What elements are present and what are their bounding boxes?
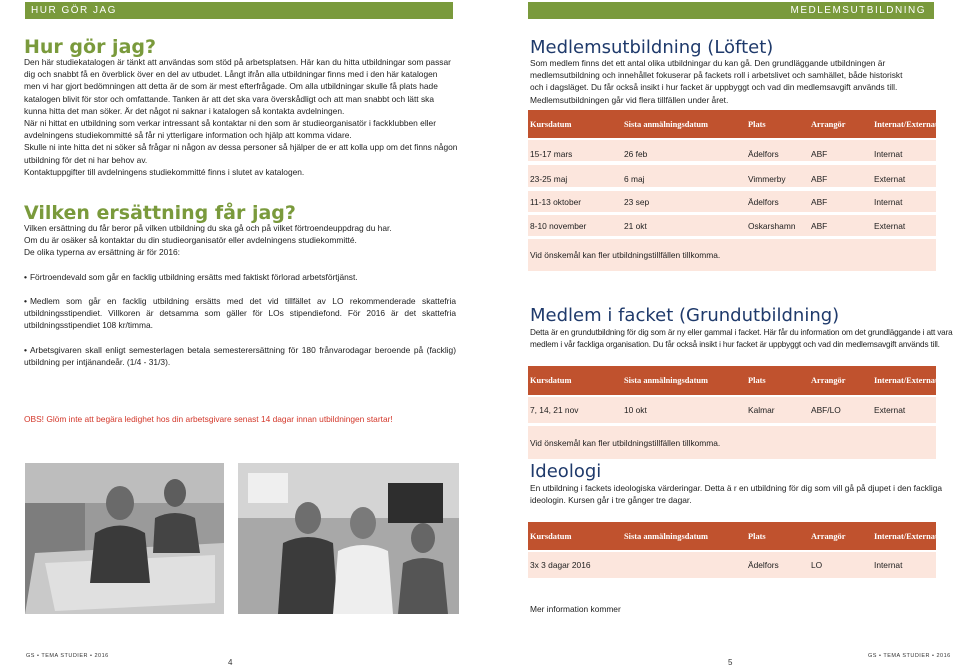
facket-line: medlem i vår fackliga organisation. Du får också insikt i hur facket är uppbyggt och vad din medlemsavgift används till. — [530, 340, 940, 350]
cell: Internat — [874, 196, 903, 207]
cell: Internat — [874, 149, 903, 159]
col-arrangor: Arrangör — [811, 376, 846, 385]
facket-text — [530, 327, 960, 351]
cell: LO — [811, 560, 823, 570]
cell: Oskarshamn — [748, 220, 796, 231]
facket-line: Detta är en grundutbildning för dig som är ny eller gammal i facket. Här får du information om det grundläggande i att vara — [530, 328, 953, 337]
medlemsutbildning-line: medlemsutbildning och innehållet fokuserar på fackets roll i arbetslivet och samhället, både historiskt — [530, 70, 903, 81]
table-row — [528, 552, 936, 578]
workshop-photo — [25, 463, 224, 614]
cell: Ädelfors — [748, 149, 779, 159]
bullet-text: Arbetsgivaren skall enligt semesterlagen betala semesterersättning för 180 frånvarodagar beroende på (facklig) utbildning per intjänandeår. (1/4 - 31/3). — [24, 345, 456, 368]
cell: Externat — [874, 220, 906, 231]
table-header — [528, 522, 936, 550]
table-header — [528, 366, 936, 395]
cell: 26 feb — [624, 149, 648, 159]
office-photo — [238, 463, 459, 614]
medlemsutbildning-line: Som medlem finns det ett antal olika utbildningar du kan gå. Den grundläggande utbildningen är — [530, 58, 886, 68]
ideologi-title: Ideologi — [530, 461, 602, 482]
more-info-text: Mer information kommer — [530, 604, 621, 614]
cell: ABF — [811, 174, 828, 184]
bullet-item — [24, 271, 456, 283]
ideologi-line: ideologin. Kursen går i tre gånger tre dagar. — [530, 495, 692, 506]
cell: Vimmerby — [748, 174, 786, 184]
section-title-ersattning: Vilken ersättning får jag? — [24, 202, 296, 224]
bullet-text: Medlem som går en facklig utbildning ersätts med det vid tillfället av LO rekommenderade skattefria utbildningsstipendiet. Villkoren är detsamma som gäller för LOs stipendiefond. För 2016 är det skattefria utbildningsstipendiet 108 kr/timma. — [24, 296, 456, 331]
facket-table — [528, 366, 936, 459]
table-header — [528, 110, 936, 138]
ersattning-line: De olika typerna av ersättning är för 2016: — [24, 247, 180, 258]
cell: Internat — [874, 560, 903, 570]
page-number: 5 — [728, 658, 733, 666]
cell: 23-25 maj — [530, 174, 568, 184]
cell: ABF/LO — [811, 405, 841, 415]
bullet-dot: • — [24, 296, 27, 306]
page-title: Hur gör jag? — [24, 36, 157, 58]
col-plats: Plats — [748, 531, 766, 541]
ersattning-text — [24, 222, 464, 259]
medlemsutbildning-line: och i dagsläget. Du får också insikt i hur facket är uppbyggt och vad din medlemsavgift används till. — [530, 82, 898, 93]
intro-line: Skulle ni inte hitta det ni söker så frågar ni någon av dessa personer så hjälper de er att kolla upp om det finns någon — [24, 142, 458, 153]
cell: ABF — [811, 220, 828, 231]
ersattning-line: Om du är osäker så kontaktar du din studieorganisatör eller avdelningens studiekommitté. — [24, 235, 357, 246]
section-band-medlemsutbildning: MEDLEMSUTBILDNING — [528, 2, 934, 19]
col-sista-anmalningsdatum: Sista anmälningsdatum — [624, 376, 709, 385]
cell: 23 sep — [624, 196, 650, 207]
col-internat-externat: Internat/Externat — [874, 531, 938, 541]
ideologi-line: En utbildning i fackets ideologiska värderingar. Detta ä r en utbildning för dig som vill gå på djupet i den fackliga — [530, 483, 943, 493]
col-sista-anmalningsdatum: Sista anmälningsdatum — [624, 531, 709, 541]
footer-text: GS • TEMA STUDIER • 2016 — [26, 653, 109, 659]
warning-text: OBS! Glöm inte att begära ledighet hos din arbetsgivare senast 14 dagar innan utbildningen startar! — [24, 414, 393, 424]
table-row — [528, 397, 936, 423]
table-row — [528, 215, 936, 236]
ideologi-table — [528, 522, 936, 578]
col-arrangor: Arrangör — [811, 531, 846, 541]
col-internat-externat: Internat/Externat — [874, 119, 938, 129]
cell: 7, 14, 21 nov — [530, 405, 579, 415]
cell: 10 okt — [624, 405, 647, 415]
page-number: 4 — [228, 658, 233, 666]
cell: ABF — [811, 196, 828, 207]
cell: 3x 3 dagar 2016 — [530, 560, 591, 570]
cell: 15-17 mars — [530, 149, 573, 159]
cell: 11-13 oktober — [530, 196, 582, 207]
right-page — [480, 0, 960, 666]
table-row — [528, 165, 936, 187]
table-row — [528, 191, 936, 212]
cell: Ädelfors — [748, 196, 779, 207]
section-band-hur-gor-jag: HUR GÖR JAG — [25, 2, 453, 19]
bullet-item — [24, 344, 456, 368]
col-plats: Plats — [748, 119, 766, 129]
table-row — [528, 140, 936, 161]
intro-line: Den här studiekatalogen är tänkt att användas som stöd på arbetsplatsen. Här kan du hitta utbildningar som passar — [24, 57, 451, 67]
cell: Ädelfors — [748, 560, 779, 570]
col-kursdatum: Kursdatum — [530, 531, 572, 541]
bullet-dot: • — [24, 345, 27, 355]
intro-line: avdelningens studiekommitté så får ni ytterligare information och hjälp att komma vidare. — [24, 130, 352, 141]
cell: 21 okt — [624, 220, 647, 231]
medlemsutbildning-table — [528, 110, 936, 271]
cell: Externat — [874, 174, 906, 184]
cell: Externat — [874, 405, 906, 415]
table-note: Vid önskemål kan fler utbildningstillfällen tillkomma. — [530, 437, 721, 448]
bullet-text: Förtroendevald som går en facklig utbildning ersätts med faktiskt förlorad arbetsförtjänst. — [29, 272, 358, 282]
cell: 6 maj — [624, 174, 645, 184]
ideologi-text — [530, 482, 960, 506]
medlemsutbildning-line: Medlemsutbildningen går vid flera tillfällen under året. — [530, 94, 729, 105]
bullet-dot: • — [24, 272, 27, 282]
medlemsutbildning-text — [530, 57, 960, 106]
intro-line: kunna hitta det man söker. Är det något ni saknar i katalogen så kontakta avdelningen. — [24, 105, 345, 116]
intro-line: När ni hittat en utbildning som verkar intressant så kontaktar ni den som är studieorganisatör i fackklubben eller — [24, 118, 436, 129]
footer-text: GS • TEMA STUDIER • 2016 — [868, 653, 951, 659]
intro-line: utbildning för det ni har behov av. — [24, 154, 148, 165]
col-kursdatum: Kursdatum — [530, 119, 572, 129]
table-note-row — [528, 239, 936, 271]
cell: 8-10 november — [530, 220, 587, 231]
intro-line: men vi har gjort bedömningen att detta är de som är mest efterfrågade. Om alla utbildningar skulle få plats hade — [24, 81, 438, 92]
ersattning-line: Vilken ersättning du får beror på vilken utbildning du ska gå och på vilket förtroendeuppdrag du har. — [24, 223, 392, 233]
intro-line: Kontaktuppgifter till avdelningens studiekommitté finns i slutet av katalogen. — [24, 166, 305, 177]
intro-line: dig och snabbt få en överblick över en del av utbudet. Långt ifrån alla utbildningar finns med i den här katalogen — [24, 69, 438, 80]
col-kursdatum: Kursdatum — [530, 376, 572, 385]
col-arrangor: Arrangör — [811, 119, 846, 129]
cell: ABF — [811, 149, 828, 159]
facket-title: Medlem i facket (Grundutbildning) — [530, 305, 840, 326]
intro-text — [24, 56, 464, 178]
table-note-row — [528, 426, 936, 459]
medlemsutbildning-title: Medlemsutbildning (Löftet) — [530, 37, 774, 58]
col-sista-anmalningsdatum: Sista anmälningsdatum — [624, 119, 709, 129]
table-note: Vid önskemål kan fler utbildningstillfällen tillkomma. — [530, 250, 721, 260]
cell: Kalmar — [748, 405, 775, 415]
intro-line: katalogen blivit för stor och omfattande. Tanken är att det ska vara överskådligt och att man snabbt och lätt ska — [24, 93, 434, 104]
bullet-item — [24, 295, 456, 332]
col-plats: Plats — [748, 376, 766, 385]
col-internat-externat: Internat/Externat — [874, 376, 938, 385]
